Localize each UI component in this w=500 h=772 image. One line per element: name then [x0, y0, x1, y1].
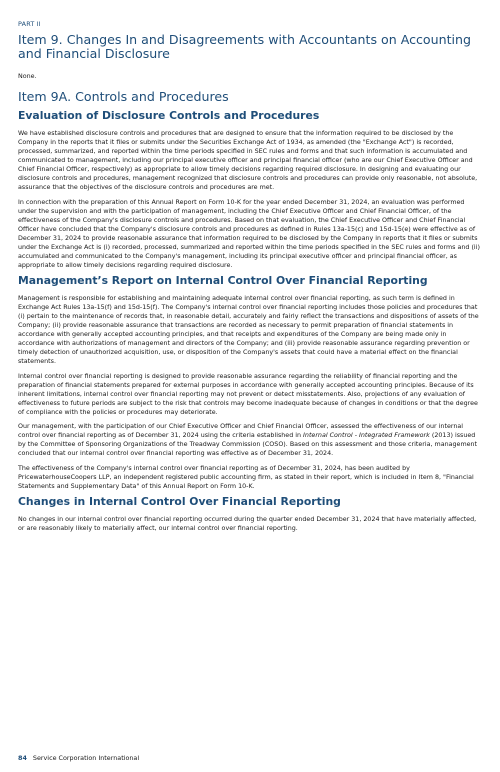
page-number: 84 [18, 754, 27, 762]
item-9-body: None. [18, 72, 37, 80]
item-9-title: Item 9. Changes In and Disagreements with Accountants on Accounting and Financial Disclosure [18, 32, 472, 62]
page-footer [18, 754, 139, 762]
coso-framework-title: Internal Control - Integrated Framework [303, 432, 430, 440]
management-report-heading: Management’s Report on Internal Control Over Financial Reporting [18, 274, 428, 288]
changes-paragraph-1: No changes in our internal control over financial reporting occurred during the quarter ended December 31, 2024 that have materially affected, or are reasonably likely to materially affect, our internal control over financial reporting. [18, 516, 477, 533]
management-paragraph-1: Management is responsible for establishing and maintaining adequate internal control over financial reporting, as such term is defined in Exchange Act Rules 13a-15(f) and 15d-15(f). The Company's internal control over financial reporting includes those policies and procedures that (i) pertain to the maintenance of records that, in reasonable detail, accurately and fairly reflect the transactions and dispositions of assets of the Company; (ii) provide reasonable assurance that transactions are recorded as necessary to permit preparation of financial statements in accordance with generally accepted accounting principles, and that receipts and expenditures of the Company are being made only in accordance with authorizations of management and directors of the Company; and (iii) provide reasonable assurance regarding prevention or timely detection of unauthorized acquisition, use, or disposition of the Company's assets that could have a material effect on the financial statements. [18, 295, 479, 366]
evaluation-paragraph-2: In connection with the preparation of this Annual Report on Form 10-K for the year ended December 31, 2024, an evaluation was performed under the supervision and with the participation of management, including the Chief Executive Officer and Chief Financial Officer, of the effectiveness of the Company's disclosure controls and procedures. Based on that evaluation, the Chief Executive Officer and Chief Financial Officer have concluded that the Company's disclosure controls and procedures as defined in Rules 13a-15(c) and 15d-15(e) were effective as of December 31, 2024 to provide reasonable assurance that information required to be disclosed by the Company in reports that it files or submits under the Exchange Act is (i) recorded, processed, summarized and reported within the time periods specified in the SEC rules and forms and (ii) accumulated and communicated to the Company's management, including its principal executive officer and principal financial officer, as appropriate to allow timely decisions regarding required disclosure. [18, 198, 480, 269]
management-paragraph-2: Internal control over financial reporting is designed to provide reasonable assurance regarding the reliability of financial reporting and the preparation of financial statements prepared for external purposes in accordance with generally accepted accounting principles. Because of its inherent limitations, internal control over financial reporting may not prevent or detect misstatements. Also, projections of any evaluation of effectiveness to future periods are subject to the risk that controls may become inadequate because of changes in conditions or that the degree of compliance with the policies or procedures may deteriorate. [18, 372, 478, 416]
management-paragraph-3-part-b: (2013) issued by the Committee of Sponsoring Organizations of the Treadway Commission (COSO). Based on this assessment and those criteria, management concluded that our internal control over financial reporting was effective as of December 31, 2024. [18, 432, 478, 458]
part-label: PART II [18, 20, 41, 28]
evaluation-heading: Evaluation of Disclosure Controls and Procedures [18, 109, 320, 123]
management-paragraph-3-part-a: Our management, with the participation of our Chief Executive Officer and Chief Financial Officer, assessed the effectiveness of our internal control over financial reporting as of December 31, 2024 using the criteria established in [18, 423, 464, 440]
item-9a-title: Item 9A. Controls and Procedures [18, 88, 229, 104]
page-content [18, 20, 482, 539]
management-paragraph-3 [18, 422, 482, 458]
management-paragraph-4: The effectiveness of the Company's internal control over financial reporting as of December 31, 2024, has been audited by PricewaterhouseCoopers LLP, an independent registered public accounting firm, as stated in their report, which is included in Item 8, "Financial Statements and Supplementary Data" of this Annual Report on Form 10-K. [18, 464, 474, 490]
evaluation-paragraph-1: We have established disclosure controls and procedures that are designed to ensure that the information required to be disclosed by the Company in the reports that it files or submits under the Securities Exchange Act of 1934, as amended (the "Exchange Act") is recorded, processed, summarized, and reported within the time periods specified in SEC rules and forms and that such information is accumulated and communicated to management, including our principal executive officer and principal financial officer (who are our Chief Executive Officer and Chief Financial Officer, respectively) as appropriate to allow timely decisions regarding required disclosure. In designing and evaluating our disclosure controls and procedures, management recognized that disclosure controls and procedures can provide only reasonable, not absolute, assurance that the objectives of the disclosure controls and procedures are met. [18, 130, 478, 192]
changes-heading: Changes in Internal Control Over Financial Reporting [18, 495, 341, 509]
company-name: Service Corporation International [32, 754, 140, 762]
